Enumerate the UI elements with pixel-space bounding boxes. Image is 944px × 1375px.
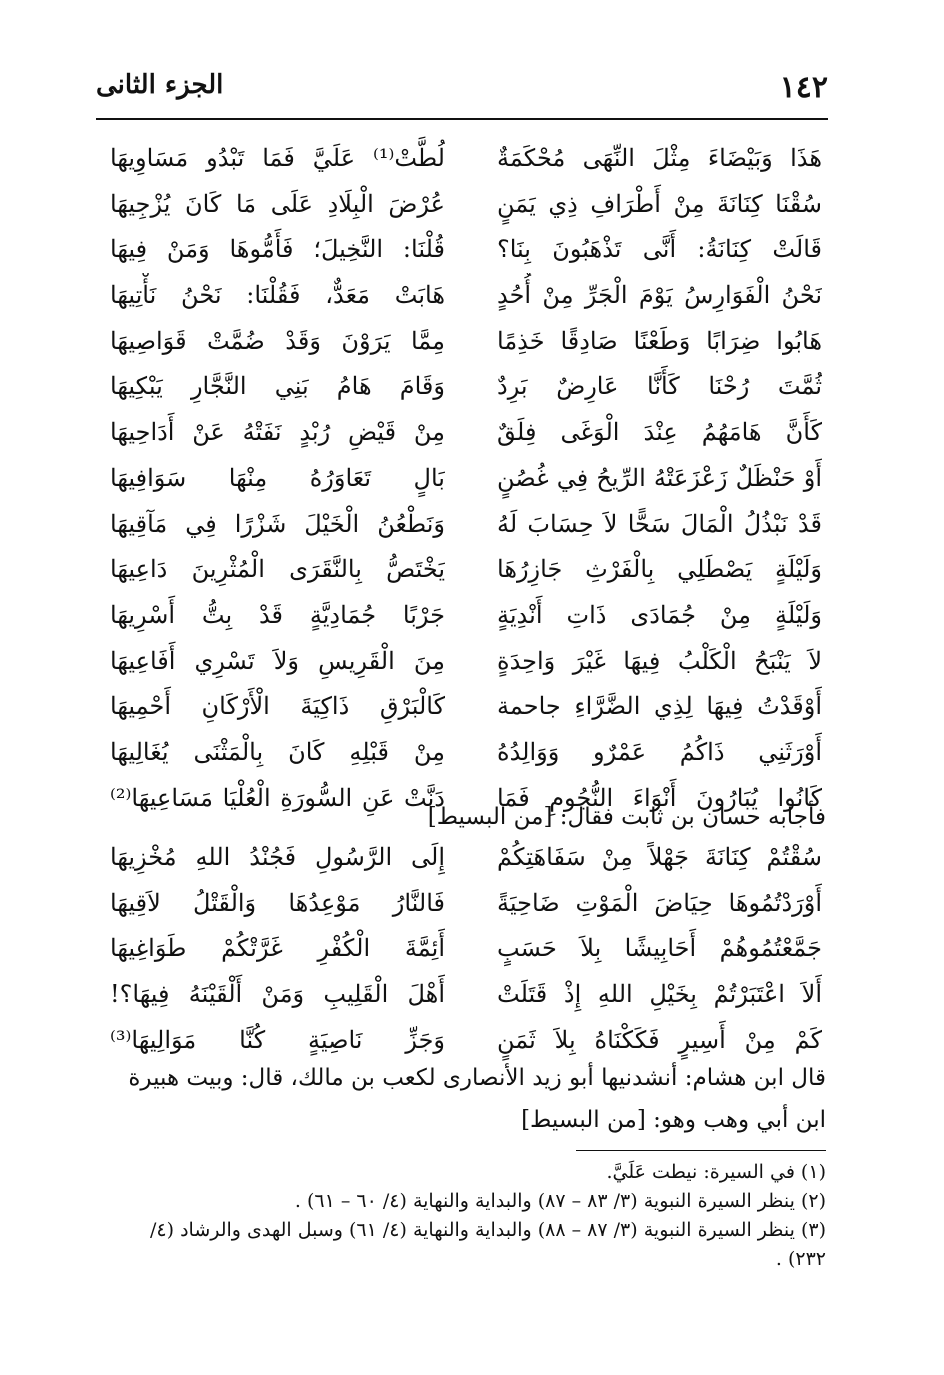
poem-hassan	[110, 835, 822, 1063]
verse-second-hemistich: لُطَّتْ⁽¹⁾ عَلَيَّ فَمَا تَبْدُو مَسَاوِيهَا	[110, 144, 445, 172]
verse-first-hemistich: لاَ يَنْبَحُ الْكَلْبُ فِيهَا غَيْرَ وَاحِدَةٍ	[497, 646, 822, 675]
verse-row	[110, 227, 822, 273]
verse-first-hemistich: أَلاَ اعْتَبَرْتُمْ بِخَيْلِ اللهِ إِذْ قَتَلَتْ	[497, 980, 822, 1009]
page-header	[96, 66, 828, 118]
reply-intro-text: فأجابه حسان بن ثابت فقال: [من البسيط]	[427, 804, 826, 830]
footnote-3: (٣) ينظر السيرة النبوية (٣/ ٨٧ – ٨٨) والبداية والنهاية (٤/ ٦١) وسبل الهدى والرشاد (٤/	[150, 1219, 826, 1241]
verse-first-hemistich: أَوْقَدْتُ فِيهَا لِذِي الضَّرَّاءِ جاحمة	[497, 692, 822, 721]
verse-first-hemistich: وَلَيْلَةٍ يَصْطَلِي بِالْفَرْثِ جَازِرُهَا	[497, 555, 822, 584]
verse-row	[110, 273, 822, 319]
verse-second-hemistich: إِلَى الرَّسُولِ فَجُنْدُ اللهِ مُخْزِيهَا	[110, 843, 445, 871]
verse-first-hemistich: ثُمَّتَ رُحْنَا كَأَنَّا عَارِضٌ بَرِدٌ	[497, 372, 822, 401]
paragraph-line: ابن أبي وهب وهو: [من البسيط]	[521, 1107, 826, 1133]
verse-first-hemistich: كَأَنَّ هَامَهُمُ عِنْدَ الْوَغَى فِلَقٌ	[497, 418, 822, 447]
verse-first-hemistich: أَوْرَثَنِي ذَاكُمُ عَمْرٌو وَوَالِدُهُ	[497, 737, 822, 766]
verse-first-hemistich: سُقْتُمْ كِنَانَةَ جَهْلاً مِنْ سَفَاهَتِكُمْ	[497, 843, 822, 871]
verse-row	[110, 926, 822, 972]
verse-row	[110, 502, 822, 548]
part-title: الجزء الثانى	[96, 70, 224, 100]
reply-intro	[114, 796, 826, 838]
footnotes	[114, 1158, 826, 1274]
verse-second-hemistich: مِنَ الْقَرِيسِ وَلاَ تَسْرِي أَفَاعِيهَا	[110, 646, 445, 675]
verse-first-hemistich: قَالَتْ كِنَانَةُ: أَنَّى تَذْهَبُونَ بِنَا؟	[497, 235, 822, 264]
verse-second-hemistich: كَالْبَرْقِ ذَاكِيَةَ الْأَرْكَانِ أَحْمِيهَا	[110, 692, 445, 721]
verse-second-hemistich: وَجَزِّ نَاصِيَةٍ كُنَّا مَوَالِيهَا⁽³⁾	[110, 1025, 445, 1054]
verse-second-hemistich: جَرْبًا جُمَادِيَّةٍ قَدْ بِتُّ أَسْرِيهَا	[110, 600, 445, 629]
verse-first-hemistich: نَحْنُ الْفَوَارِسُ يَوْمَ الْجَرِّ مِنْ أُحُدٍ	[497, 281, 822, 310]
verse-second-hemistich: قُلْنَا: النَّخِيلَ؛ فَأَمُّوهَا وَمَنْ فِيهَا	[110, 235, 445, 264]
footnote-1: (١) في السيرة: نيطت عَلَيَّ.	[606, 1161, 826, 1183]
verse-second-hemistich: دَنَّتْ عَنِ السُّورَةِ الْعُلْيَا مَسَاعِيهَا⁽²⁾	[110, 783, 445, 812]
verse-row	[110, 136, 822, 182]
verse-first-hemistich: جَمَّعْتُمُوهُمْ أَحَابِيشًا بِلاَ حَسَبٍ	[497, 934, 822, 963]
verse-row	[110, 730, 822, 776]
footnote-2: (٢) ينظر السيرة النبوية (٣/ ٨٣ – ٨٧) والبداية والنهاية (٤/ ٦٠ – ٦١) .	[294, 1190, 826, 1212]
verse-first-hemistich: قَدْ نَبْذُلُ الْمَالَ سَحًّا لاَ حِسَابَ لَهُ	[497, 509, 822, 538]
verse-first-hemistich: أَوْرَدْتُمُوهَا حِيَاضَ الْمَوْتِ ضَاحِيَةً	[497, 888, 822, 917]
verse-second-hemistich: فَالنَّارُ مَوْعِدُهَا وَالْقَتْلُ لاَقِيهَا	[110, 888, 445, 917]
verse-row	[110, 547, 822, 593]
verse-row	[110, 410, 822, 456]
verse-row	[110, 639, 822, 685]
verse-second-hemistich: بَالٍ تَعَاوَرُهُ مِنْهَا سَوَافِيهَا	[110, 463, 445, 492]
verse-second-hemistich: وَقَامَ هَامُ بَنِي النَّجَّارِ يَبْكِيهَا	[110, 372, 445, 401]
verse-row	[110, 182, 822, 228]
verse-second-hemistich: أَهْلَ الْقَلِيبِ وَمَنْ أَلْقَيْنَهُ فِيهَا؟!	[110, 980, 445, 1009]
verse-second-hemistich: مِنْ قَيْضِ رُبْدٍ نَفَتْهُ عَنْ أَدَاحِيهَا	[110, 418, 445, 447]
header-rule	[96, 118, 828, 120]
footnote-rule	[576, 1150, 826, 1151]
verse-second-hemistich: مِنْ قَبْلِهِ كَانَ بِالْمَثْنَى يُغَالِيهَا	[110, 737, 445, 766]
verse-row	[110, 364, 822, 410]
verse-row	[110, 319, 822, 365]
verse-first-hemistich: هَابُوا ضِرَابًا وَطَعْنًا صَادِقًا خَذِمًا	[497, 326, 822, 355]
verse-second-hemistich: هَابَتْ مَعَدٌّ، فَقُلْنَا: نَحْنُ نَأْتِيهَا	[110, 281, 445, 310]
verse-row	[110, 684, 822, 730]
verse-second-hemistich: عُرْضَ الْبِلَادِ عَلَى مَا كَانَ يُزْجِيهَا	[110, 189, 445, 218]
verse-first-hemistich: سُقْنَا كِنَانَةَ مِنْ أَطْرَافِ ذِي يَمَنٍ	[497, 189, 822, 218]
closing-paragraph	[114, 1057, 826, 1141]
verse-second-hemistich: يَخْتَصُّ بِالنَّقَرَى الْمُثْرِينَ دَاعِيهَا	[110, 555, 445, 584]
verse-first-hemistich: هَذَا وَبَيْضَاءَ مِثْلَ النِّهَى مُحْكَمَةٌ	[497, 144, 822, 172]
paragraph-line: قال ابن هشام: أنشدنيها أبو زيد الأنصارى لكعب بن مالك، قال: وبيت هبيرة	[128, 1065, 826, 1091]
verse-first-hemistich: كَانُوا يُبَارُونَ أَنْوَاءَ النُّجُومِ فَمَا	[497, 783, 822, 812]
verse-first-hemistich: وَلَيْلَةٍ مِنْ جُمَادَى ذَاتِ أَنْدِيَةٍ	[497, 600, 822, 629]
verse-first-hemistich: أَوْ حَنْظَلٌ زَعْزَعَتْهُ الرِّيحُ فِي غُصُنٍ	[497, 463, 822, 492]
verse-first-hemistich: كَمْ مِنْ أَسِيرٍ فَكَكْنَاهُ بِلاَ ثَمَنٍ	[497, 1025, 822, 1054]
verse-row	[110, 881, 822, 927]
footnote-3-continued: ٢٣٢) .	[775, 1248, 826, 1270]
verse-second-hemistich: مِمَّا يَرَوْنَ وَقَدْ ضُمَّتْ قَوَاصِيهَا	[110, 326, 445, 355]
page-number: ١٤٢	[779, 70, 828, 105]
verse-row	[110, 972, 822, 1018]
verse-second-hemistich: أَئِمَّةَ الْكُفْرِ غَرَّتْكُمْ طَوَاغِيهَا	[110, 934, 445, 963]
poem-kaab	[110, 136, 822, 821]
verse-row	[110, 456, 822, 502]
verse-second-hemistich: وَنَطْعُنُ الْخَيْلَ شَزْرًا فِي مَآقِيهَا	[110, 509, 445, 538]
verse-row	[110, 593, 822, 639]
verse-row	[110, 835, 822, 881]
